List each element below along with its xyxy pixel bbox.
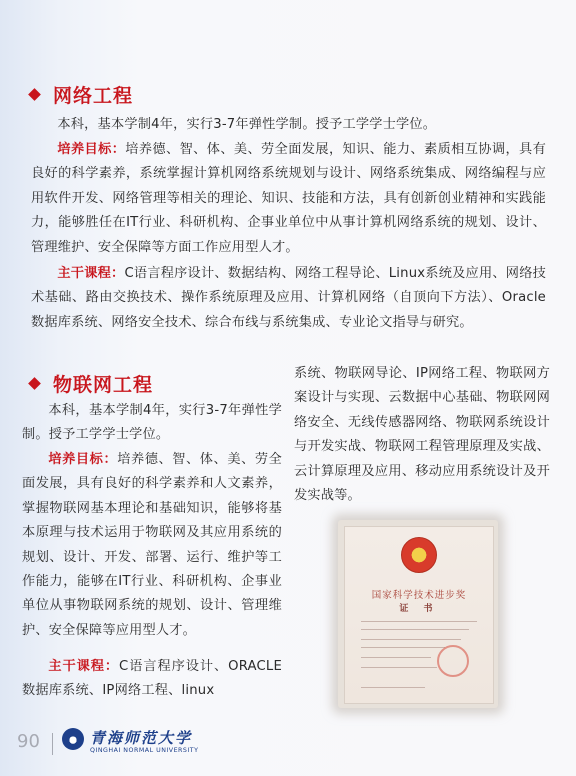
goal-paragraph-network-engineering [31,138,546,260]
intro-network-engineering: 本科，基本学制4年，实行3-7年弹性学制。授予工学学士学位。 [57,117,437,132]
certificate-subtitle: 证 书 [399,604,439,614]
course-label: 主干课程： [57,266,125,281]
diamond-bullet-icon [28,88,41,101]
course-text-left: C语言程序设计、ORACLE数据库系统、IP网络工程、linux [22,659,282,699]
certificate-text-line [361,629,469,630]
red-seal-icon [437,645,469,677]
section-title-iot-engineering [30,370,153,397]
intro-iot-engineering: 本科，基本学制4年，实行3-7年弹性学制。授予工学学士学位。 [22,403,282,443]
certificate-text-line [361,657,431,658]
certificate-photo [338,520,498,708]
certificate-text-line [361,621,477,622]
goal-label: 培养目标： [57,142,126,157]
certificate-document [344,526,494,704]
goal-text: 培养德、智、体、美、劳全面发展，知识、能力、素质相互协调，具有良好的科学素养，系统掌握计算机网络系统规划与设计、网络系统集成、网络编程与应用软件开发、网络管理等相关的理论、知识、技能和方法，具有创新创业精神和实践能力，能够胜任在IT行业、科研机构、企事业单位中从事计算机网络系统的规划、设计、管理维护、安全保障等方面工作应用型人才。 [31,142,546,255]
goal-text: 培养德、智、体、美、劳全面发展，具有良好的科学素养和人文素养，掌握物联网基本理论和基础知识，能够将基本原理与技术运用于物联网及其应用系统的规划、设计、开发、部署、运行、维护等工作能力，能够在IT行业、科研机构、企事业单位从事物联网系统的规划、设计、管理维护、安全保障等应用型人才。 [22,452,283,638]
course-paragraph-network-engineering [31,262,546,335]
university-name-cn: 青海师范大学 [90,729,193,747]
section-title-network-engineering [30,81,133,108]
certificate-text-line [361,639,461,640]
course-text: C语言程序设计、数据结构、网络工程导论、Linux系统及应用、网络技术基础、路由交换技术、操作系统原理及应用、计算机网络（自顶向下方法）、Oracle数据库系统、网络安全技术、综合布线与系统集成、专业论文指导与研究。 [31,266,547,330]
course-paragraph-iot-right: 系统、物联网导论、IP网络工程、物联网方案设计与实现、云数据中心基础、物联网网络安全、无线传感器网络、物联网系统设计与开发实战、物联网工程管理原理及实战、云计算原理及应用、移动应用系统设计及开发实战等。 [294,366,550,504]
university-name-en: QINGHAI NORMAL UNIVERSITY [90,747,199,754]
goal-label: 培养目标： [48,452,118,467]
certificate-text-line [361,667,437,668]
section-title-text: 网络工程 [53,85,134,107]
certificate-text-line [361,687,425,688]
university-logo-icon [62,728,84,750]
footer-divider [52,733,53,755]
national-emblem-icon [401,537,437,573]
course-paragraph-iot-left [22,655,282,704]
certificate-text-line [361,647,445,648]
goal-paragraph-iot-engineering [22,448,282,643]
section-title-text: 物联网工程 [53,374,154,396]
page-number: 90 [17,731,40,752]
certificate-title: 国家科学技术进步奖 [371,590,467,601]
diamond-bullet-icon [28,377,41,390]
course-label: 主干课程： [48,659,120,674]
